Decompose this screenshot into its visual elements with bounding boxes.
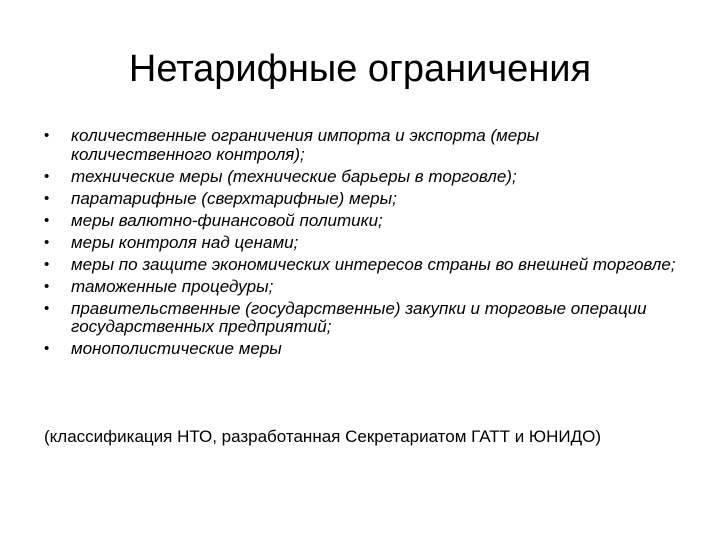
bullet-icon: • <box>44 255 50 273</box>
classification-note: (классификация НТО, разработанная Секретариатом ГАТТ и ЮНИДО) <box>44 427 601 446</box>
list-item <box>44 278 684 297</box>
bullet-icon: • <box>44 167 50 185</box>
bullet-icon: • <box>44 299 50 317</box>
list-item-text: паратарифные (сверхтарифные) меры; <box>71 188 397 208</box>
slide-title: Нетарифные ограничения <box>128 48 592 90</box>
bullet-icon: • <box>44 340 50 357</box>
list-item <box>44 190 684 209</box>
bullet-list <box>44 127 684 362</box>
list-item <box>44 212 684 231</box>
bullet-icon: • <box>44 211 50 229</box>
list-item-text: правительственные (государственные) закупки и торговые операции государственных предприятий; <box>71 298 647 336</box>
list-item-text: монополистические меры <box>71 339 282 358</box>
list-item-text: количественные ограничения импорта и экспорта (меры количественного контроля); <box>71 126 540 164</box>
list-item-text: технические меры (технические барьеры в торговле); <box>71 166 517 186</box>
list-item-text: таможенные процедуры; <box>71 276 274 296</box>
list-item <box>44 234 684 253</box>
list-item <box>44 256 684 275</box>
bullet-icon: • <box>44 233 50 251</box>
bullet-icon: • <box>44 189 50 207</box>
list-item-text: меры контроля над ценами; <box>71 232 299 252</box>
bullet-icon: • <box>44 127 50 144</box>
list-item <box>44 127 684 164</box>
list-item-text: меры по защите экономических интересов страны во внешней торговле; <box>71 254 676 274</box>
list-item <box>44 300 684 337</box>
bullet-icon: • <box>44 277 50 295</box>
list-item <box>44 168 684 187</box>
list-item-text: меры валютно-финансовой политики; <box>71 210 383 230</box>
list-item <box>44 340 684 359</box>
